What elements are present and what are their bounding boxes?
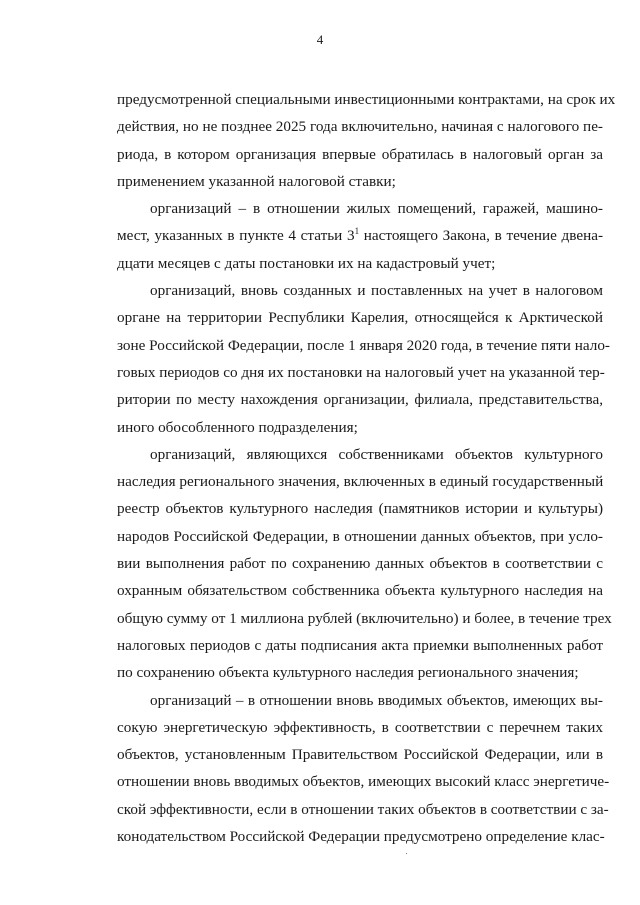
text-line: отношении вновь вводимых объектов, имеющих высокий класс энергетиче- xyxy=(117,773,610,791)
text-line: охранным обязательством собственника объекта культурного наследия на xyxy=(117,582,603,600)
text-line: наследия регионального значения, включенных в единый государственный xyxy=(117,473,604,491)
text-line: органе на территории Республики Карелия, относящейся к Арктической xyxy=(117,309,603,327)
text-line: организаций – в отношении вновь вводимых объектов, имеющих вы- xyxy=(150,691,603,709)
text-line: организаций, являющихся собственниками объектов культурного xyxy=(150,445,603,463)
text-line: сокую энергетическую эффективность, в соответствии с перечнем таких xyxy=(117,718,603,736)
text-segment: настоящего Закона, в течение двена- xyxy=(359,227,603,245)
text-line: иного обособленного подразделения; xyxy=(117,418,358,436)
text-line: предусмотренной специальными инвестиционными контрактами, на срок их xyxy=(117,91,616,108)
text-line: зоне Российской Федерации, после 1 января 2020 года, в течение пяти нало- xyxy=(117,336,610,354)
text-line: по сохранению объекта культурного наследия регионального значения; xyxy=(117,664,579,682)
text-line: конодательством Российской Федерации предусмотрено определение клас- xyxy=(117,828,605,846)
text-line: говых периодов со дня их постановки на налоговый учет на указанной тер- xyxy=(117,363,605,381)
text-line: риода, в котором организация впервые обратилась в налоговый орган за xyxy=(117,145,603,163)
text-line: применением указанной налоговой ставки; xyxy=(117,172,396,190)
text-line-with-superscript xyxy=(117,222,603,249)
text-line: организаций – в отношении жилых помещений, гаражей, машино- xyxy=(150,200,603,218)
text-line: ритории по месту нахождения организации, филиала, представительства, xyxy=(117,391,603,409)
text-line: реестр объектов культурного наследия (памятников истории и культуры) xyxy=(117,500,603,518)
scan-speck xyxy=(406,853,407,854)
text-line: народов Российской Федерации, в отношении данных объектов, при усло- xyxy=(117,527,603,545)
text-line: дцати месяцев с даты постановки их на кадастровый учет; xyxy=(117,254,496,272)
page-number: 4 xyxy=(316,32,324,47)
text-line: организаций, вновь созданных и поставленных на учет в налоговом xyxy=(150,282,603,300)
document-body xyxy=(117,86,616,850)
text-line: общую сумму от 1 миллиона рублей (включительно) и более, в течение трех xyxy=(117,609,612,627)
text-line: действия, но не позднее 2025 года включительно, начиная с налогового пе- xyxy=(117,118,603,136)
text-segment: мест, указанных в пункте 4 статьи 3 xyxy=(117,227,355,245)
text-line: ской эффективности, если в отношении таких объектов в соответствии с за- xyxy=(117,800,609,818)
text-line: объектов, установленным Правительством Российской Федерации, или в xyxy=(117,746,603,764)
superscript: 1 xyxy=(354,226,360,237)
text-line: налоговых периодов с даты подписания акта приемки выполненных работ xyxy=(117,636,603,654)
text-line: вии выполнения работ по сохранению данных объектов в соответствии с xyxy=(117,555,603,573)
